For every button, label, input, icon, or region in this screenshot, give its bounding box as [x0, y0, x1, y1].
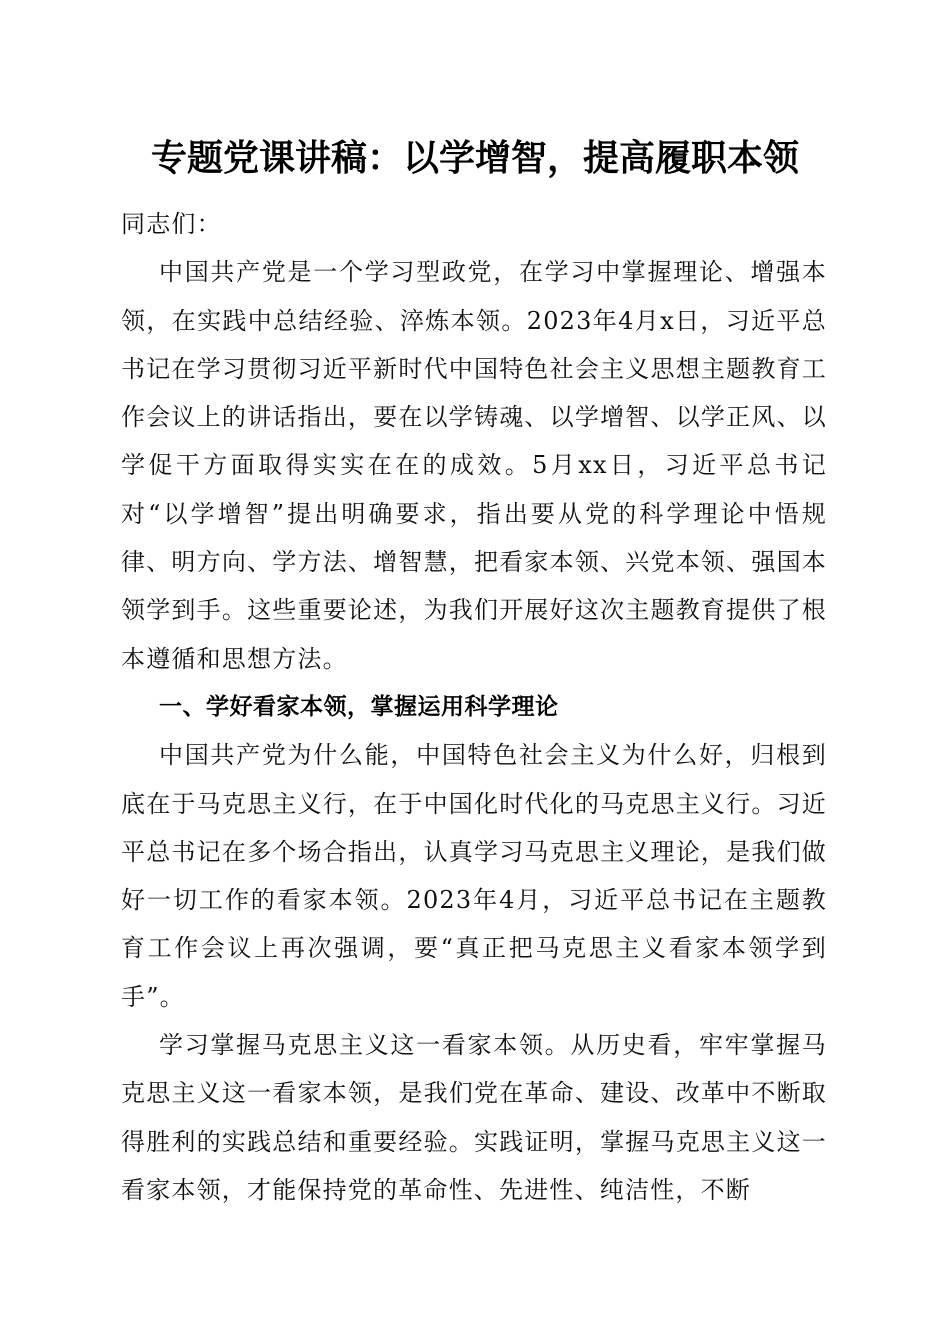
salutation: 同志们： — [121, 210, 222, 238]
document-body — [121, 200, 827, 1214]
section1-paragraph-2: 学习掌握马克思主义这一看家本领。从历史看，牢牢掌握马克思主义这一看家本领，是我们党在革命、建设、改革中不断取得胜利的实践总结和重要经验。实践证明，掌握马克思主义这一看家本领，才能保持党的革命性、先进性、纯洁性，不断 — [121, 1031, 827, 1204]
intro-paragraph: 中国共产党是一个学习型政党，在学习中掌握理论、增强本领，在实践中总结经验、淬炼本领。2023年4月x日，习近平总书记在学习贯彻习近平新时代中国特色社会主义思想主题教育工作会议上的讲话指出，要在以学铸魂、以学增智、以学正风、以学促干方面取得实实在在的成效。5月xx日，习近平总书记对“以学增智”提出明确要求，指出要从党的科学理论中悟规律、明方向、学方法、增智慧，把看家本领、兴党本领、强国本领学到手。这些重要论述，为我们开展好这次主题教育提供了根本遵循和思想方法。 — [121, 258, 827, 673]
section-heading-1: 一、学好看家本领，掌握运用科学理论 — [159, 693, 559, 720]
document-title: 专题党课讲稿：以学增智，提高履职本领 — [150, 137, 799, 179]
section1-paragraph-1: 中国共产党为什么能，中国特色社会主义为什么好，归根到底在于马克思主义行，在于中国化时代化的马克思主义行。习近平总书记在多个场合指出，认真学习马克思主义理论，是我们做好一切工作的看家本领。2023年4月，习近平总书记在主题教育工作会议上再次强调，要“真正把马克思主义看家本领学到手”。 — [121, 741, 827, 1011]
